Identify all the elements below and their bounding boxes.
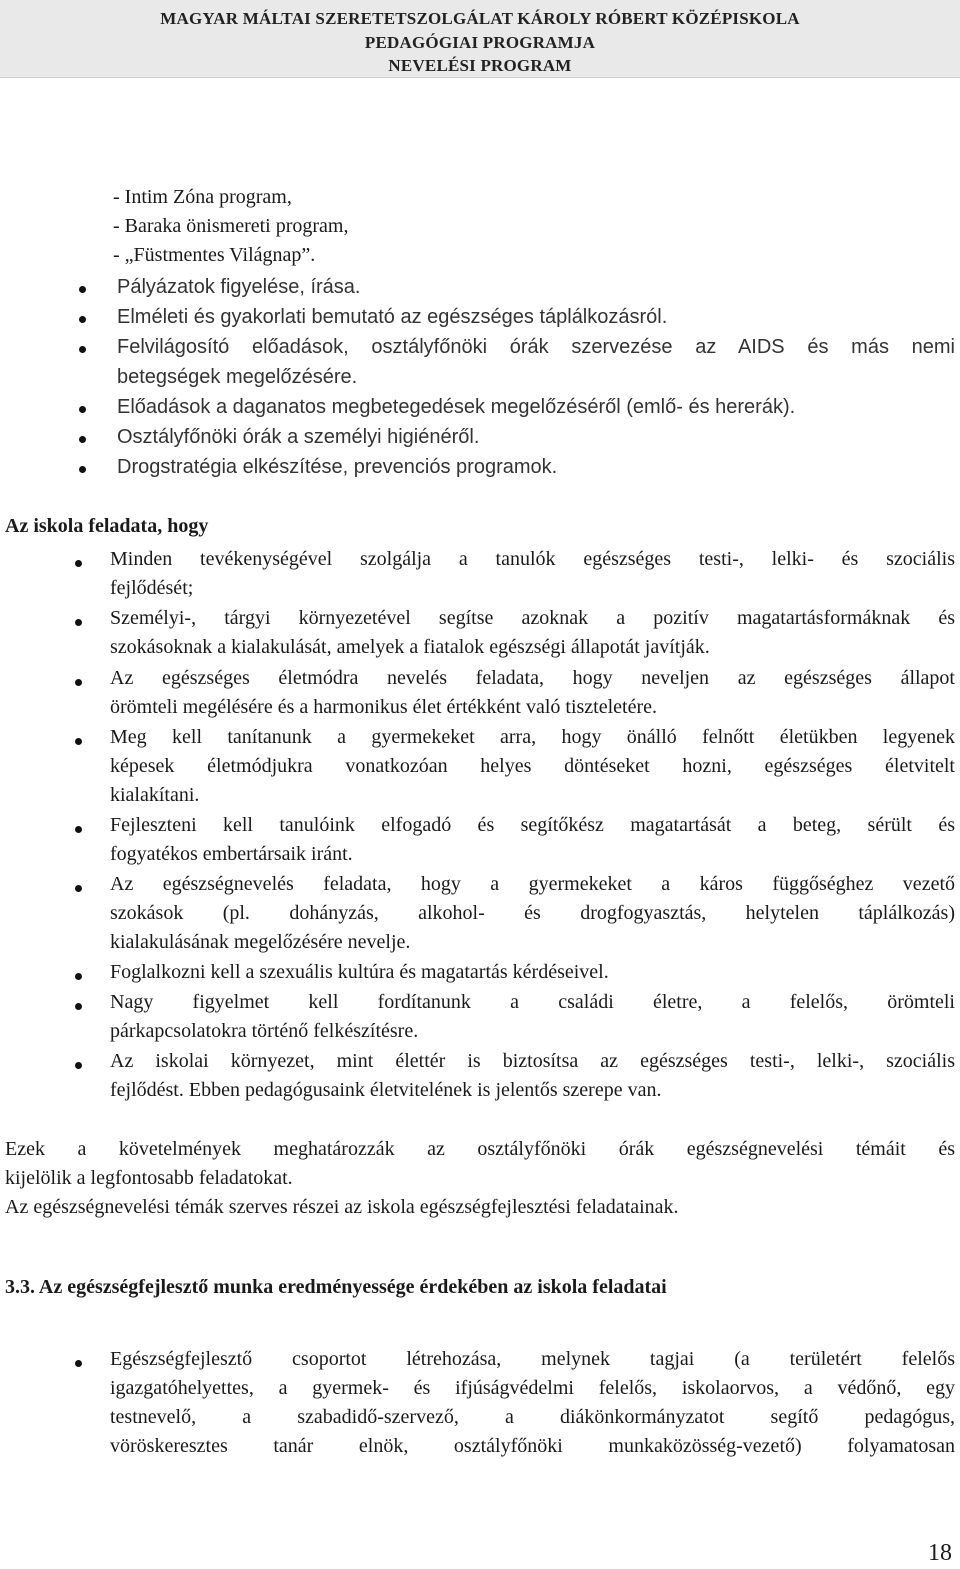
list-item: - „Füstmentes Világnap”. (113, 244, 316, 266)
header-program-title: PEDAGÓGIAI PROGRAMJA (364, 32, 596, 52)
list-item: Pályázatok figyelése, írása. (117, 276, 361, 298)
tasks-heading: Az iskola feladata, hogy (5, 515, 209, 537)
list-item: Minden tevékenységével szolgálja a tanulók egészséges testi-, lelki- és szociális (110, 548, 955, 570)
bullet-icon (79, 286, 86, 293)
list-item: Az egészséges életmódra nevelés feladata, hogy neveljen az egészséges állapot (110, 667, 955, 689)
list-item: Elméleti és gyakorlati bemutató az egészséges táplálkozásról. (117, 306, 668, 328)
header-school-name: MAGYAR MÁLTAI SZERETETSZOLGÁLAT KÁROLY RÓBERT KÖZÉPISKOLA (160, 9, 800, 28)
list-item-continuation: szokásoknak a kialakulását, amelyek a fiatalok egészségi állapotát javítják. (110, 636, 710, 658)
list-item-continuation: képesek életmódjukra vonatkozóan helyes döntéseket hozni, egészséges életvitelt (110, 755, 955, 777)
paragraph-line: kijelölik a legfontosabb feladatokat. (5, 1167, 293, 1189)
bullet-icon (79, 406, 86, 413)
bullet-icon (75, 738, 82, 745)
list-item: Foglalkozni kell a szexuális kultúra és magatartás kérdéseivel. (110, 961, 609, 983)
bullet-icon (75, 973, 82, 980)
bullet-icon (75, 885, 82, 892)
list-item: Előadások a daganatos megbetegedések megelőzéséről (emlő- és hererák). (117, 396, 796, 418)
list-item: Személyi-, tárgyi környezetével segítse azoknak a pozitív magatartásformáknak és (110, 607, 955, 629)
list-item-continuation: fejlődést. Ebben pedagógusaink életvitelének is jelentős szerepe van. (110, 1079, 662, 1101)
list-item-continuation: szokások (pl. dohányzás, alkohol- és drogfogyasztás, helytelen táplálkozás) (110, 902, 955, 924)
section-heading: 3.3. Az egészségfejlesztő munka eredményessége érdekében az iskola feladatai (5, 1276, 667, 1298)
paragraph-line: Ezek a követelmények meghatározzák az osztályfőnöki órák egészségnevelési témáit és (5, 1138, 955, 1160)
bullet-icon (75, 826, 82, 833)
list-item: Egészségfejlesztő csoportot létrehozása, melynek tagjai (a területért felelős (110, 1348, 955, 1370)
list-item: Felvilágosító előadások, osztályfőnöki órák szervezése az AIDS és más nemi (117, 336, 955, 358)
list-item: Osztályfőnöki órák a személyi higiénéről. (117, 426, 480, 448)
list-item-continuation: örömteli megélésére és a harmonikus élet értékként való tiszteletére. (110, 696, 657, 718)
bullet-icon (79, 316, 86, 323)
bullet-icon (79, 436, 86, 443)
bullet-icon (79, 466, 86, 473)
bullet-icon (75, 619, 82, 626)
bullet-icon (75, 1062, 82, 1069)
list-item-continuation: párkapcsolatokra történő felkészítésre. (110, 1020, 419, 1042)
list-item: - Intim Zóna program, (113, 186, 292, 208)
bullet-icon (75, 1003, 82, 1010)
list-item-continuation: testnevelő, a szabadidő-szervező, a diákönkormányzatot segítő pedagógus, (110, 1406, 955, 1428)
bullet-icon (75, 1360, 82, 1367)
header-section-title: NEVELÉSI PROGRAM (388, 56, 572, 75)
page-number: 18 (928, 1540, 952, 1566)
bullet-icon (79, 346, 86, 353)
list-item: Az iskolai környezet, mint élettér is biztosítsa az egészséges testi-, lelki-, szociális (110, 1050, 955, 1072)
list-item-continuation: fogyatékos embertársaik iránt. (110, 843, 353, 865)
list-item: Drogstratégia elkészítése, prevenciós programok. (117, 456, 558, 478)
bullet-icon (75, 679, 82, 686)
list-item: Nagy figyelmet kell fordítanunk a családi életre, a felelős, örömteli (110, 991, 955, 1013)
bullet-icon (75, 560, 82, 567)
paragraph-line: Az egészségnevelési témák szerves részei az iskola egészségfejlesztési feladatainak. (5, 1196, 679, 1218)
list-item-continuation: igazgatóhelyettes, a gyermek- és ifjúságvédelmi felelős, iskolaorvos, a védőnő, egy (110, 1377, 955, 1399)
list-item-continuation: betegségek megelőzésére. (117, 366, 358, 388)
page-header (0, 0, 960, 78)
list-item-continuation: fejlődését; (110, 577, 194, 599)
list-item: Fejleszteni kell tanulóink elfogadó és segítőkész magatartását a beteg, sérült és (110, 814, 955, 836)
list-item: - Baraka önismereti program, (113, 215, 349, 237)
list-item: Az egészségnevelés feladata, hogy a gyermekeket a káros függőséghez vezető (110, 873, 955, 895)
list-item-continuation: kialakítani. (110, 784, 200, 806)
list-item: Meg kell tanítanunk a gyermekeket arra, hogy önálló felnőtt életükben legyenek (110, 726, 955, 748)
list-item-continuation: vöröskeresztes tanár elnök, osztályfőnöki munkaközösség-vezető) folyamatosan (110, 1435, 955, 1457)
list-item-continuation: kialakulásának megelőzésére nevelje. (110, 931, 411, 953)
